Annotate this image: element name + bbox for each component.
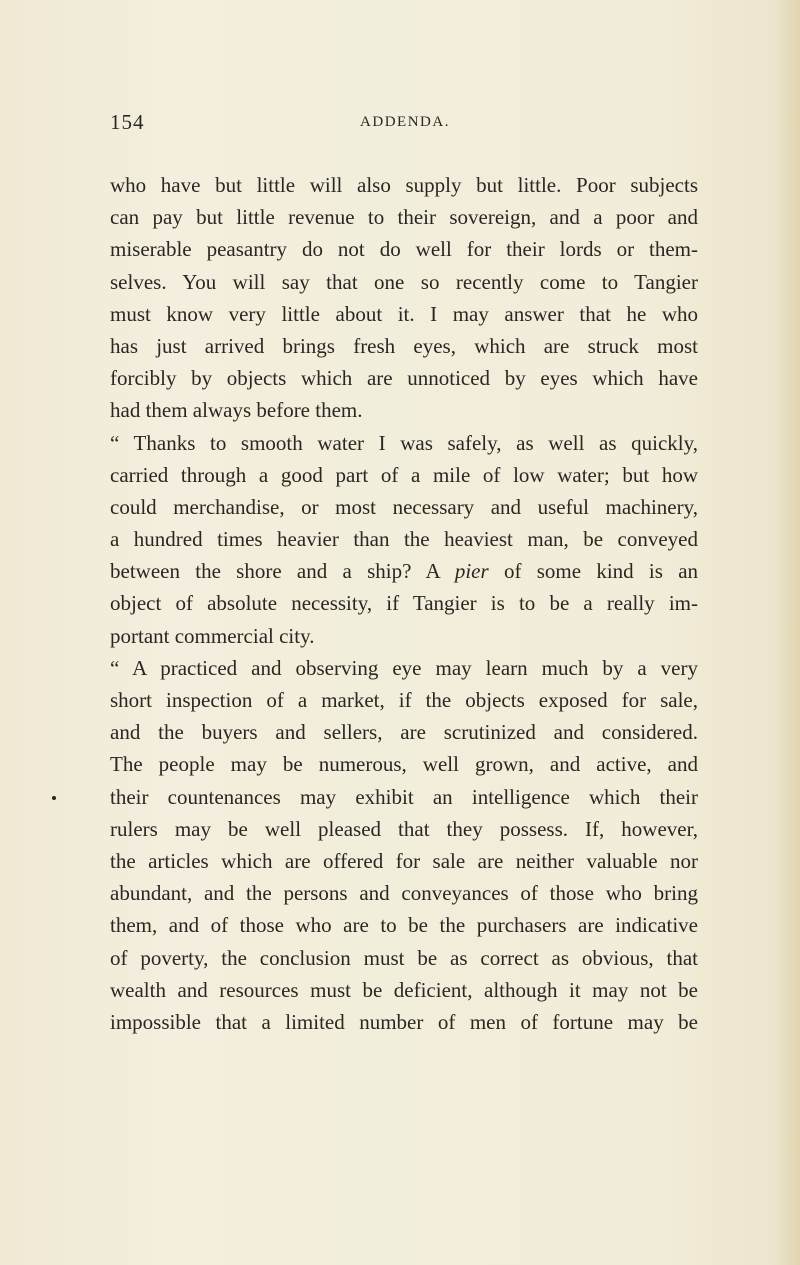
running-head: ADDENDA. [360, 114, 450, 130]
page-header [110, 110, 700, 140]
text-line: carried through a good part of a mile of low water; but how [110, 462, 698, 487]
text-line: “ A practiced and observing eye may learn much by a very [110, 655, 698, 680]
text-line: “ Thanks to smooth water I was safely, as well as quickly, [110, 430, 698, 455]
text-line: abundant, and the persons and conveyances of those who bring [110, 881, 698, 906]
text-segment: between the shore and a ship? A [110, 559, 440, 584]
text-line: rulers may be well pleased that they possess. If, however, [110, 816, 698, 841]
text-line: portant commercial city. [110, 623, 315, 648]
text-line [110, 555, 698, 587]
text-line: wealth and resources must be deficient, although it may not be [110, 977, 698, 1002]
text-line: must know very little about it. I may answer that he who [110, 301, 698, 326]
text-line: a hundred times heavier than the heaviest man, be conveyed [110, 527, 698, 552]
text-segment: of some kind is an [503, 559, 699, 584]
text-line: their countenances may exhibit an intelligence which their [110, 784, 698, 809]
text-line: them, and of those who are to be the purchasers are indicative [110, 913, 698, 938]
text-line: of poverty, the conclusion must be as correct as obvious, that [110, 945, 698, 970]
text-line: impossible that a limited number of men of fortune may be [110, 1009, 698, 1034]
margin-mark [52, 796, 56, 800]
text-line: The people may be numerous, well grown, and active, and [110, 752, 698, 777]
page-edge-shadow [774, 0, 800, 1265]
page-number: 154 [110, 110, 145, 134]
text-line: selves. You will say that one so recently come to Tangier [110, 269, 698, 294]
text-line: can pay but little revenue to their sovereign, and a poor and [110, 205, 698, 230]
text-line: who have but little will also supply but little. Poor subjects [110, 173, 698, 197]
text-line: the articles which are offered for sale are neither valuable nor [110, 848, 698, 873]
text-line: forcibly by objects which are unnoticed by eyes which have [110, 366, 698, 391]
italic-word: pier [454, 559, 489, 584]
body-text [110, 169, 698, 1038]
text-line: had them always before them. [110, 398, 363, 423]
text-line: could merchandise, or most necessary and useful machinery, [110, 494, 698, 519]
text-line: object of absolute necessity, if Tangier is to be a really im- [110, 591, 698, 616]
text-line: short inspection of a market, if the objects exposed for sale, [110, 688, 698, 712]
text-line: and the buyers and sellers, are scrutinized and considered. [110, 720, 698, 745]
text-line: miserable peasantry do not do well for their lords or them- [110, 237, 698, 262]
text-line: has just arrived brings fresh eyes, which are struck most [110, 333, 698, 358]
